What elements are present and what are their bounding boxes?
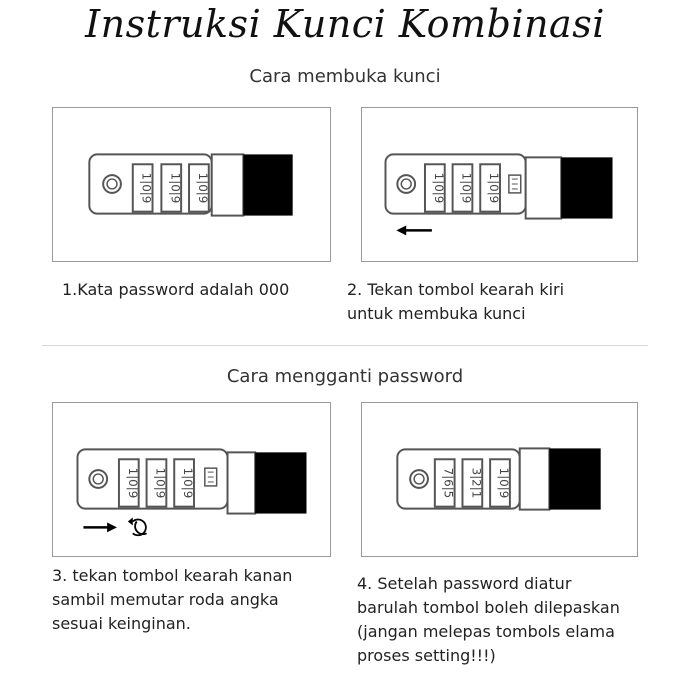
caption-line: 3. tekan tombol kearah kanan: [52, 566, 293, 585]
left-arrow-icon: [396, 225, 432, 235]
svg-text:1|0|9: 1|0|9: [139, 172, 154, 204]
step-1-illustration: [52, 107, 331, 262]
svg-text:3|2|1: 3|2|1: [469, 467, 484, 499]
svg-text:1|0|9: 1|0|9: [181, 467, 196, 499]
svg-text:1|0|9: 1|0|9: [168, 172, 183, 204]
caption-line: 4. Setelah password diatur: [357, 574, 572, 593]
caption-line: untuk membuka kunci: [347, 304, 526, 323]
lock-drawing: [53, 108, 330, 261]
section-heading-change: Cara mengganti password: [226, 366, 464, 387]
rotate-icon: [128, 518, 147, 536]
step-3-caption: [52, 564, 292, 636]
step-4-illustration: [361, 402, 638, 557]
caption-line: sambil memutar roda angka: [52, 590, 279, 609]
dial-group: [133, 164, 210, 211]
section-heading-open: Cara membuka kunci: [249, 66, 441, 87]
svg-text:1|0|9: 1|0|9: [431, 172, 446, 204]
svg-text:1|0|9: 1|0|9: [496, 467, 511, 499]
step-2-illustration: [361, 107, 638, 262]
section-divider: [42, 345, 648, 346]
page-title: Instruksi Kunci Kombinasi: [85, 2, 605, 46]
svg-text:1|0|9: 1|0|9: [125, 467, 140, 499]
caption-line: (jangan melepas tombols elama: [357, 622, 615, 641]
svg-text:1|0|9: 1|0|9: [195, 172, 210, 204]
svg-text:1|0|9: 1|0|9: [459, 172, 474, 204]
caption-line: proses setting!!!): [357, 646, 496, 665]
svg-text:7|6|5: 7|6|5: [441, 467, 456, 499]
step-4-caption: [357, 572, 620, 668]
caption-line: barulah tombol boleh dilepaskan: [357, 598, 620, 617]
caption-line: 2. Tekan tombol kearah kiri: [347, 280, 565, 299]
svg-text:1|0|9: 1|0|9: [487, 172, 502, 204]
step-3-illustration: [52, 402, 331, 557]
step-1-caption: 1.Kata password adalah 000: [62, 280, 290, 299]
svg-text:1|0|9: 1|0|9: [153, 467, 168, 499]
step-2-caption: [347, 278, 564, 326]
caption-line: sesuai keinginan.: [52, 614, 191, 633]
right-arrow-icon: [83, 522, 117, 532]
